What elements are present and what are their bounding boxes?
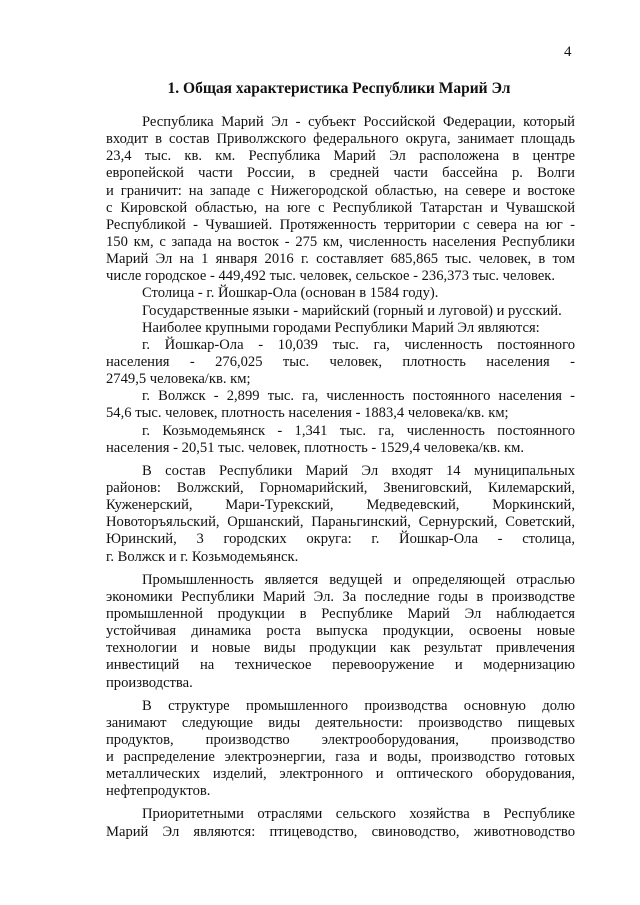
paragraph-line: 2749,5 человека/кв. км;: [106, 371, 251, 388]
paragraph-line: населения - 20,51 тыс. человек, плотность - 1529,4 человека/кв. км.: [106, 439, 525, 456]
paragraph-line: Марий Эл на 1 января 2016 г. составляет 685,865 тыс. человек, в том: [106, 251, 575, 268]
paragraph-line: г. Йошкар-Ола - 10,039 тыс. га, численность постоянного: [142, 336, 575, 353]
paragraph-line: металлических изделий, электронного и оптического оборудования,: [106, 766, 575, 783]
paragraph: [106, 388, 575, 422]
paragraph-line: Приоритетными отраслями сельского хозяйства в Республике: [142, 806, 575, 823]
paragraph: [106, 337, 575, 388]
paragraph-line: технологии и новые виды продукции как результат привлечения: [106, 640, 575, 657]
paragraph: [106, 303, 575, 320]
paragraph-line: нефтепродуктов.: [106, 783, 211, 800]
paragraph-line: Юринский, 3 городских округа: г. Йошкар-Ола - столица,: [106, 531, 575, 548]
paragraph-line: г. Козьмодемьянск - 1,341 тыс. га, численность постоянного: [142, 422, 575, 439]
paragraph-line: Новоторъяльский, Оршанский, Параньгинский, Сернурский, Советский,: [106, 514, 575, 531]
paragraph-line: Республикой - Чувашией. Протяженность территории с севера на юг -: [106, 216, 575, 233]
paragraph-line: с Кировской областью, на юге с Республикой Татарстан и Чувашской: [106, 199, 575, 216]
paragraph-line: промышленной продукции в Республике Марий Эл наблюдается: [106, 605, 575, 622]
paragraph: [106, 698, 575, 801]
paragraph-line: продуктов, производство электрооборудования, производство: [106, 731, 575, 748]
paragraph-line: населения - 276,025 тыс. человек, плотность населения -: [106, 353, 575, 370]
paragraph-line: Республика Марий Эл - субъект Российской Федерации, который: [142, 114, 575, 130]
paragraph: [106, 285, 575, 302]
paragraph: [106, 423, 575, 457]
paragraph-line: входит в состав Приволжского федерального округа, занимает площадь: [106, 131, 575, 148]
paragraph: [106, 806, 575, 840]
paragraph-line: устойчивая динамика роста выпуска продукции, освоены новые: [106, 623, 575, 640]
paragraph: [106, 572, 575, 692]
paragraph-line: и граничит: на западе с Нижегородской областью, на севере и востоке: [106, 182, 575, 199]
paragraph-line: производства.: [106, 674, 193, 691]
paragraph-line: Государственные языки - марийский (горный и луговой) и русский.: [142, 302, 562, 319]
paragraph-line: Куженерский, Мари-Турекский, Медведевский, Моркинский,: [106, 497, 575, 514]
paragraph-line: инвестиций на техническое перевооружение и модернизацию: [106, 657, 575, 674]
paragraph: [106, 463, 575, 566]
paragraph-line: В структуре промышленного производства основную долю: [142, 697, 575, 714]
paragraph-line: экономики Республики Марий Эл. За последние годы в производстве: [106, 588, 575, 605]
document-body: [106, 114, 575, 841]
paragraph-line: 150 км, с запада на восток - 275 км, численность населения Республики: [106, 233, 575, 250]
section-heading: 1. Общая характеристика Республики Марий Эл: [167, 80, 511, 97]
paragraph-line: занимают следующие виды деятельности: производство пищевых: [106, 714, 575, 731]
paragraph-line: числе городское - 449,492 тыс. человек, сельское - 236,373 тыс. человек.: [106, 268, 556, 285]
paragraph: [106, 320, 575, 337]
paragraph-line: Столица - г. Йошкар-Ола (основан в 1584 году).: [142, 285, 439, 302]
paragraph-line: районов: Волжский, Горномарийский, Звениговский, Килемарский,: [106, 479, 575, 496]
paragraph-line: В состав Республики Марий Эл входят 14 муниципальных: [142, 462, 575, 479]
paragraph-line: г. Волжск - 2,899 тыс. га, численность постоянного населения -: [142, 388, 575, 405]
paragraph-line: Наиболее крупными городами Республики Марий Эл являются:: [142, 319, 540, 336]
paragraph: [106, 114, 575, 285]
paragraph-line: 23,4 тыс. кв. км. Республика Марий Эл расположена в центре: [106, 148, 575, 165]
paragraph-line: 54,6 тыс. человек, плотность населения - 1883,4 человека/кв. км;: [106, 405, 509, 422]
paragraph-line: европейской части России, в средней части бассейна р. Волги: [106, 165, 575, 182]
page-number: 4: [564, 44, 572, 60]
paragraph-line: и распределение электроэнергии, газа и воды, производство готовых: [106, 749, 575, 766]
paragraph-line: г. Волжск и г. Козьмодемьянск.: [106, 548, 299, 565]
paragraph-line: Промышленность является ведущей и определяющей отраслью: [142, 571, 575, 588]
paragraph-line: Марий Эл являются: птицеводство, свиноводство, животноводство: [106, 823, 575, 840]
